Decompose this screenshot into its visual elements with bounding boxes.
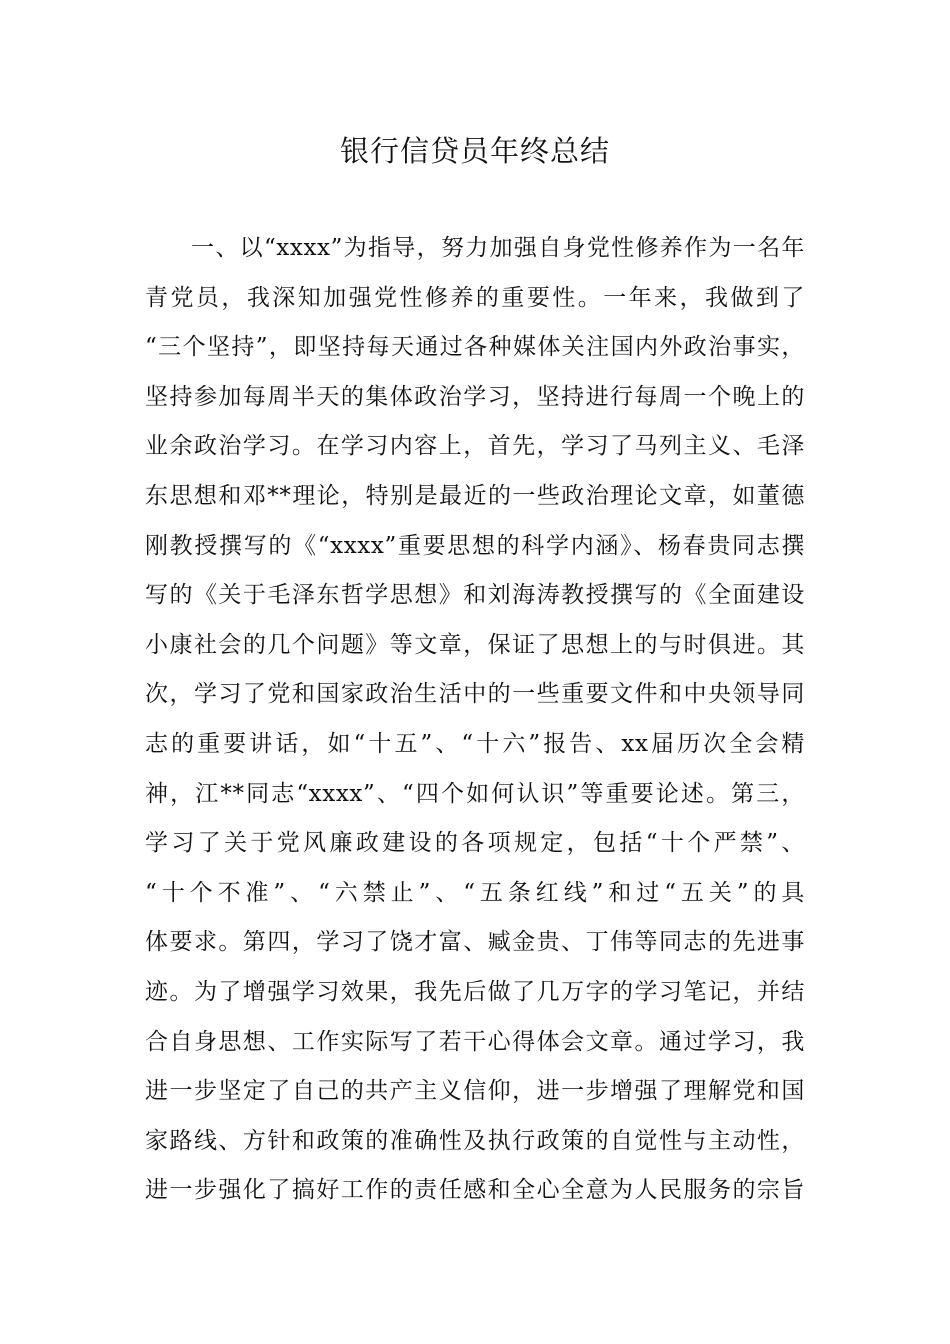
body-line: 进一步强化了搞好工作的责任感和全心全意为人民服务的宗旨 bbox=[145, 1177, 805, 1204]
document-title: 银行信贷员年终总结 bbox=[339, 134, 610, 168]
body-line: 学习了关于党风廉政建设的各项规定，包括“十个严禁”、 bbox=[145, 830, 805, 857]
body-line: “三个坚持”，即坚持每天通过各种媒体关注国内外政治事实， bbox=[145, 334, 805, 361]
body-line: 小康社会的几个问题》等文章，保证了思想上的与时俱进。其 bbox=[145, 631, 805, 658]
body-line: 业余政治学习。在学习内容上，首先，学习了马列主义、毛泽 bbox=[145, 433, 805, 460]
body-line: 写的《关于毛泽东哲学思想》和刘海涛教授撰写的《全面建设 bbox=[145, 582, 805, 609]
body-line: “十个不准”、“六禁止”、“五条红线”和过“五关”的具 bbox=[145, 879, 805, 906]
body-line: 迹。为了增强学习效果，我先后做了几万字的学习笔记，并结 bbox=[145, 978, 805, 1005]
body-line: 志的重要讲话，如“十五”、“十六”报告、xx届历次全会精 bbox=[145, 730, 805, 757]
body-line: 体要求。第四，学习了饶才富、臧金贵、丁伟等同志的先进事 bbox=[145, 929, 805, 956]
body-line: 刚教授撰写的《“xxxx”重要思想的科学内涵》、杨春贵同志撰 bbox=[145, 532, 805, 559]
body-line: 神，江**同志“xxxx”、“四个如何认识”等重要论述。第三， bbox=[145, 780, 805, 807]
body-line: 合自身思想、工作实际写了若干心得体会文章。通过学习，我 bbox=[145, 1028, 805, 1055]
body-line: 东思想和邓**理论，特别是最近的一些政治理论文章，如董德 bbox=[145, 482, 805, 509]
document-body bbox=[145, 224, 805, 1216]
body-line: 一、以“xxxx”为指导，努力加强自身党性修养作为一名年 bbox=[191, 235, 805, 261]
body-line: 次，学习了党和国家政治生活中的一些重要文件和中央领导同 bbox=[145, 681, 805, 708]
body-line: 进一步坚定了自己的共产主义信仰，进一步增强了理解党和国 bbox=[145, 1078, 805, 1105]
body-line: 家路线、方针和政策的准确性及执行政策的自觉性与主动性， bbox=[145, 1127, 805, 1154]
body-line: 坚持参加每周半天的集体政治学习，坚持进行每周一个晚上的 bbox=[145, 383, 805, 410]
body-line: 青党员，我深知加强党性修养的重要性。一年来，我做到了 bbox=[145, 284, 805, 311]
